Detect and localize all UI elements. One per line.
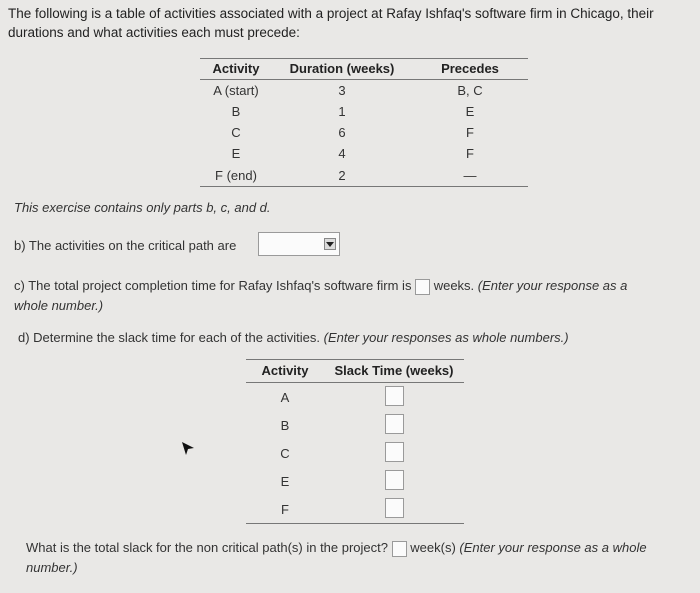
slack-row xyxy=(246,439,464,467)
slack-input-b[interactable] xyxy=(385,414,404,434)
slack-activity-label: E xyxy=(280,473,290,489)
part-c-hint: (Enter your response as a xyxy=(477,278,628,293)
slack-table xyxy=(246,359,464,524)
cursor-arrow-icon xyxy=(180,440,198,458)
duration-cell: 3 xyxy=(338,83,346,98)
table-row xyxy=(200,143,528,164)
slack-activity-label: C xyxy=(280,445,290,461)
slack-header-row xyxy=(246,360,464,383)
part-c-hint-line2: whole number.) xyxy=(14,298,104,313)
precedes-cell: — xyxy=(412,164,528,187)
total-slack-unit: week(s) xyxy=(410,540,456,555)
total-slack-hint: (Enter your response as a whole xyxy=(459,540,647,555)
table-row xyxy=(200,122,528,143)
completion-time-input[interactable] xyxy=(415,279,430,295)
slack-activity-label: B xyxy=(280,417,290,433)
slack-input-cell xyxy=(324,495,464,524)
part-c-unit: weeks. xyxy=(433,278,475,293)
slack-input-cell xyxy=(324,467,464,495)
slack-input-f[interactable] xyxy=(385,498,404,518)
precedes-cell: F xyxy=(466,125,474,140)
slack-input-c[interactable] xyxy=(385,442,404,462)
col-precedes: Precedes xyxy=(412,59,528,80)
slack-input-a[interactable] xyxy=(385,386,404,406)
slack-row xyxy=(246,495,464,524)
duration-cell: 4 xyxy=(338,146,346,161)
slack-activity-label: F xyxy=(246,495,324,524)
critical-path-dropdown[interactable] xyxy=(258,232,340,256)
total-slack-input[interactable] xyxy=(392,541,407,557)
slack-row xyxy=(246,467,464,495)
part-d-hint: (Enter your responses as whole numbers.) xyxy=(323,330,569,345)
precedes-cell: B, C xyxy=(457,83,483,98)
table-header-row xyxy=(200,59,528,80)
part-c-question xyxy=(14,276,690,316)
slack-input-cell xyxy=(324,439,464,467)
table-row xyxy=(200,101,528,122)
activity-cell: E xyxy=(231,146,241,161)
table-row xyxy=(200,80,528,102)
slack-row xyxy=(246,383,464,412)
part-d-text: d) Determine the slack time for each of the activities. xyxy=(18,330,321,345)
total-slack-text: What is the total slack for the non critical path(s) in the project? xyxy=(26,540,389,555)
slack-activity-label: A xyxy=(280,389,290,405)
duration-cell: 1 xyxy=(338,104,346,119)
exercise-note: This exercise contains only parts b, c, and d. xyxy=(14,200,271,215)
dropdown-arrow-icon[interactable] xyxy=(324,238,336,250)
duration-cell: 6 xyxy=(338,125,346,140)
col-activity: Activity xyxy=(200,59,272,80)
part-c-text: c) The total project completion time for Rafay Ishfaq's software firm is xyxy=(14,278,412,293)
precedes-cell: E xyxy=(465,104,475,119)
slack-input-e[interactable] xyxy=(385,470,404,490)
col-slack-time: Slack Time (weeks) xyxy=(324,360,464,383)
activity-cell: F (end) xyxy=(200,164,272,187)
duration-cell: 2 xyxy=(272,164,412,187)
slack-input-cell xyxy=(324,411,464,439)
col-duration: Duration (weeks) xyxy=(272,59,412,80)
intro-text: The following is a table of activities associated with a project at Rafay Ishfaq's software firm in Chicago, their durations and what activities each must precede: xyxy=(8,6,654,40)
activities-table xyxy=(200,58,528,187)
total-slack-question xyxy=(26,538,686,578)
slack-row xyxy=(246,411,464,439)
slack-input-cell xyxy=(324,383,464,412)
activity-cell: A (start) xyxy=(213,83,259,98)
part-b-question: b) The activities on the critical path are xyxy=(14,238,237,253)
total-slack-hint-line2: number.) xyxy=(26,560,78,575)
part-d-question xyxy=(18,330,569,345)
table-row xyxy=(200,164,528,187)
precedes-cell: F xyxy=(466,146,474,161)
activity-cell: C xyxy=(231,125,241,140)
activity-cell: B xyxy=(231,104,241,119)
col-slack-activity: Activity xyxy=(246,360,324,383)
